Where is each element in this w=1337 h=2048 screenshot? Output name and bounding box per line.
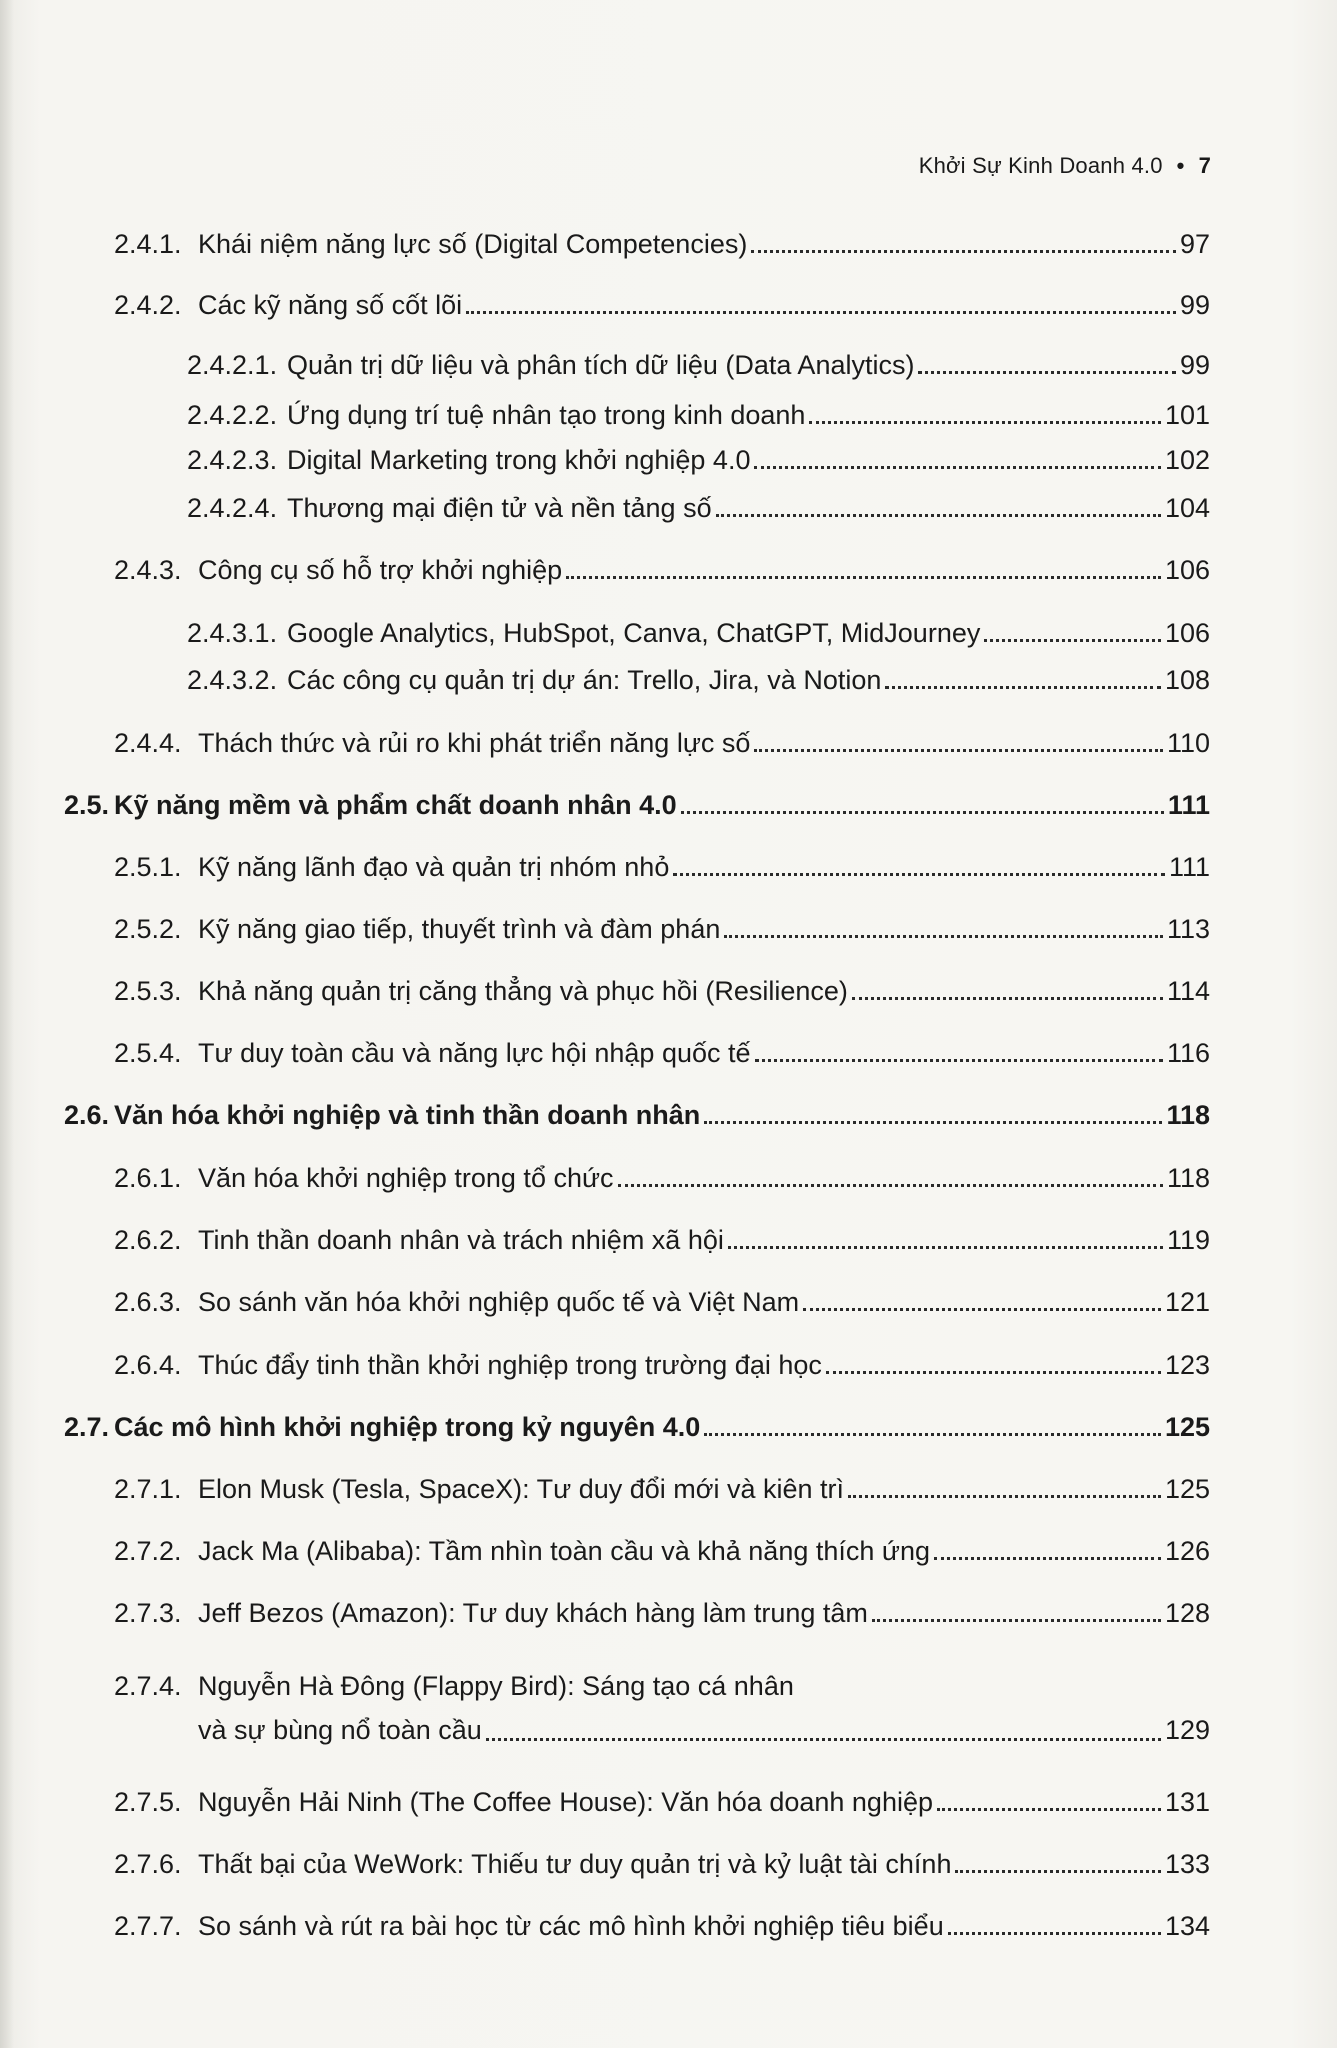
toc-entry-page: 131 (1164, 1787, 1210, 1817)
toc-entry-number: 2.4.3.2. (187, 665, 278, 695)
toc-entry-title: Các công cụ quản trị dự án: Trello, Jira, và Notion (287, 665, 882, 695)
toc-entry-number: 2.4.3. (114, 555, 182, 585)
toc-entry-page: 129 (1164, 1715, 1210, 1745)
toc-entry-page: 106 (1164, 555, 1210, 585)
toc-entry (0, 391, 1210, 431)
toc-entry-page: 134 (1164, 1911, 1210, 1941)
toc-entry-page: 101 (1164, 400, 1210, 430)
toc-entry (0, 1902, 1210, 1942)
toc-entry-title: Văn hóa khởi nghiệp và tinh thần doanh nhân (114, 1100, 701, 1130)
toc-entry (0, 1778, 1210, 1818)
toc-entry-page: 125 (1164, 1474, 1210, 1504)
dot-leader (852, 997, 1163, 1000)
toc-entry-page: 104 (1164, 493, 1210, 523)
dot-leader (934, 1557, 1161, 1560)
toc-entry (0, 1216, 1210, 1256)
toc-entry (0, 546, 1210, 586)
dot-leader (918, 371, 1175, 374)
header-separator: • (1176, 153, 1185, 178)
book-title: Khởi Sự Kinh Doanh 4.0 (918, 153, 1163, 178)
toc-entry (0, 436, 1210, 476)
toc-entry-page: 118 (1166, 1163, 1210, 1193)
toc-entry-page: 125 (1164, 1412, 1210, 1442)
toc-entry-title: Quản trị dữ liệu và phân tích dữ liệu (Data Analytics) (287, 350, 915, 380)
toc-entry (0, 281, 1210, 321)
toc-entry-title: Thúc đẩy tinh thần khởi nghiệp trong trường đại học (198, 1350, 822, 1380)
toc-entry (0, 1154, 1210, 1194)
toc-entry-line-2 (114, 1708, 1210, 1752)
toc-entry-title: Các kỹ năng số cốt lõi (198, 290, 463, 320)
toc-entry-number: 2.6. (64, 1100, 110, 1130)
toc-entry-page: 99 (1179, 350, 1210, 380)
dot-leader (728, 1246, 1163, 1249)
toc-entry-number: 2.7. (64, 1412, 110, 1442)
toc-entry-title: Nguyễn Hà Đông (Flappy Bird): Sáng tạo cá nhân (198, 1671, 794, 1701)
dot-leader (704, 1433, 1161, 1436)
toc-entry-title: Thất bại của WeWork: Thiếu tư duy quản trị và kỷ luật tài chính (198, 1849, 952, 1879)
toc-entry-page: 110 (1166, 728, 1210, 758)
dot-leader (724, 935, 1163, 938)
toc-entry-page: 123 (1164, 1350, 1210, 1380)
toc-entry-number: 2.7.5. (114, 1787, 182, 1817)
toc-entry-page: 97 (1179, 229, 1210, 259)
toc-entry-number: 2.6.4. (114, 1350, 182, 1380)
toc-entry-title: Elon Musk (Tesla, SpaceX): Tư duy đổi mới và kiên trì (198, 1474, 845, 1504)
toc-entry-page: 114 (1166, 976, 1210, 1006)
toc-entry (0, 220, 1210, 260)
toc-entry-title: Tinh thần doanh nhân và trách nhiệm xã hội (198, 1225, 724, 1255)
dot-leader (826, 1371, 1161, 1374)
toc-entry-page: 113 (1166, 914, 1210, 944)
toc-entry-page: 108 (1164, 665, 1210, 695)
toc-entry-page: 119 (1166, 1225, 1210, 1255)
toc-entry (0, 1278, 1210, 1318)
toc-entry (0, 1029, 1210, 1069)
toc-entry-title: Kỹ năng lãnh đạo và quản trị nhóm nhỏ (198, 852, 670, 882)
toc-entry-number: 2.7.3. (114, 1598, 182, 1628)
toc-entry (0, 1589, 1210, 1629)
toc-section-entry (0, 781, 1210, 821)
toc-entry (0, 843, 1210, 883)
toc-entry-number: 2.6.2. (114, 1225, 182, 1255)
toc-entry-title: Kỹ năng mềm và phẩm chất doanh nhân 4.0 (114, 790, 677, 820)
dot-leader (466, 311, 1176, 314)
toc-section-entry (0, 1403, 1210, 1443)
toc-entry-title: So sánh và rút ra bài học từ các mô hình khởi nghiệp tiêu biểu (198, 1911, 944, 1941)
toc-section-entry (0, 1091, 1210, 1131)
toc-entry-number: 2.7.2. (114, 1536, 182, 1566)
toc-entry-title: Công cụ số hỗ trợ khởi nghiệp (198, 555, 563, 585)
toc-entry-title: Văn hóa khởi nghiệp trong tổ chức (198, 1163, 614, 1193)
toc-entry-title: So sánh văn hóa khởi nghiệp quốc tế và Việt Nam (198, 1287, 800, 1317)
toc-entry-page: 102 (1164, 445, 1210, 475)
toc-entry-number: 2.7.1. (114, 1474, 182, 1504)
toc-entry (0, 967, 1210, 1007)
dot-leader (809, 421, 1160, 424)
dot-leader (754, 466, 1160, 469)
toc-entry-number: 2.7.4. (114, 1671, 182, 1701)
toc-entry (0, 341, 1210, 381)
toc-entry-title: Thương mại điện tử và nền tảng số (287, 493, 712, 523)
toc-entry-title: Digital Marketing trong khởi nghiệp 4.0 (287, 445, 751, 475)
toc-entry-number: 2.4.2.2. (187, 400, 278, 430)
toc-entry-number: 2.5.4. (114, 1038, 182, 1068)
dot-leader (704, 1121, 1162, 1124)
dot-leader (486, 1738, 1161, 1741)
toc-entry-title: Kỹ năng giao tiếp, thuyết trình và đàm phán (198, 914, 721, 944)
toc-entry (0, 905, 1210, 945)
toc-entry-number: 2.4.4. (114, 728, 182, 758)
toc-entry-number: 2.5.3. (114, 976, 182, 1006)
toc-entry-title: Các mô hình khởi nghiệp trong kỷ nguyên 4.0 (114, 1412, 701, 1442)
toc-entry-page: 99 (1179, 290, 1210, 320)
toc-entry-number: 2.4.2. (114, 290, 182, 320)
dot-leader (885, 686, 1161, 689)
toc-entry-title: Tư duy toàn cầu và năng lực hội nhập quốc tế (198, 1038, 751, 1068)
toc-entry (0, 484, 1210, 524)
toc-entry-number: 2.7.7. (114, 1911, 182, 1941)
toc-entry-page: 121 (1164, 1287, 1210, 1317)
dot-leader (751, 250, 1176, 253)
toc-entry-number: 2.5. (64, 790, 110, 820)
toc-entry (0, 1840, 1210, 1880)
dot-leader (948, 1932, 1161, 1935)
toc-entry-title: Thách thức và rủi ro khi phát triển năng lực số (198, 728, 751, 758)
dot-leader (716, 514, 1161, 517)
toc-entry-number: 2.7.6. (114, 1849, 182, 1879)
toc-entry-title: Ứng dụng trí tuệ nhân tạo trong kinh doanh (287, 400, 806, 430)
dot-leader (673, 873, 1165, 876)
toc-entry (0, 1465, 1210, 1505)
toc-entry-multiline (114, 1664, 1210, 1752)
toc-entry (0, 656, 1210, 696)
toc-entry-title-continued: và sự bùng nổ toàn cầu (198, 1715, 482, 1745)
dot-leader (984, 639, 1161, 642)
dot-leader (755, 1059, 1163, 1062)
toc-entry-number: 2.5.2. (114, 914, 182, 944)
toc-entry-page: 128 (1164, 1598, 1210, 1628)
toc-entry-number: 2.5.1. (114, 852, 182, 882)
toc-entry-page: 116 (1166, 1038, 1210, 1068)
toc-entry-number: 2.6.3. (114, 1287, 182, 1317)
toc-entry-title: Jeff Bezos (Amazon): Tư duy khách hàng làm trung tâm (198, 1598, 868, 1628)
dot-leader (754, 749, 1163, 752)
dot-leader (681, 811, 1164, 814)
toc-entry-title: Khả năng quản trị căng thẳng và phục hồi (Resilience) (198, 976, 848, 1006)
toc-entry (0, 719, 1210, 759)
toc-entry (0, 609, 1210, 649)
toc-entry-number: 2.4.3.1. (187, 618, 278, 648)
toc-entry-number: 2.4.2.4. (187, 493, 278, 523)
toc-entry-title: Khái niệm năng lực số (Digital Competencies) (198, 229, 748, 259)
toc-entry-title: Google Analytics, HubSpot, Canva, ChatGPT, MidJourney (287, 618, 981, 648)
toc-entry-page: 111 (1167, 790, 1210, 820)
dot-leader (848, 1495, 1161, 1498)
toc-entry-page: 106 (1164, 618, 1210, 648)
toc-entry-title: Nguyễn Hải Ninh (The Coffee House): Văn hóa doanh nghiệp (198, 1787, 933, 1817)
toc-entry-page: 118 (1166, 1100, 1210, 1130)
toc-entry-line-1 (114, 1664, 1210, 1708)
toc-entry-number: 2.4.2.1. (187, 350, 278, 380)
dot-leader (937, 1808, 1161, 1811)
dot-leader (566, 576, 1161, 579)
toc-entry-number: 2.6.1. (114, 1163, 182, 1193)
toc-entry-page: 111 (1168, 852, 1210, 882)
toc-entry-title: Jack Ma (Alibaba): Tầm nhìn toàn cầu và khả năng thích ứng (198, 1536, 930, 1566)
toc-entry (0, 1341, 1210, 1381)
dot-leader (803, 1308, 1161, 1311)
dot-leader (955, 1870, 1160, 1873)
toc-entry-number: 2.4.2.3. (187, 445, 278, 475)
toc-entry-page: 126 (1164, 1536, 1210, 1566)
toc-entry-number: 2.4.1. (114, 229, 182, 259)
dot-leader (618, 1184, 1163, 1187)
page-number: 7 (1198, 153, 1211, 178)
toc-entry-page: 133 (1164, 1849, 1210, 1879)
toc-entry (0, 1527, 1210, 1567)
dot-leader (872, 1619, 1161, 1622)
